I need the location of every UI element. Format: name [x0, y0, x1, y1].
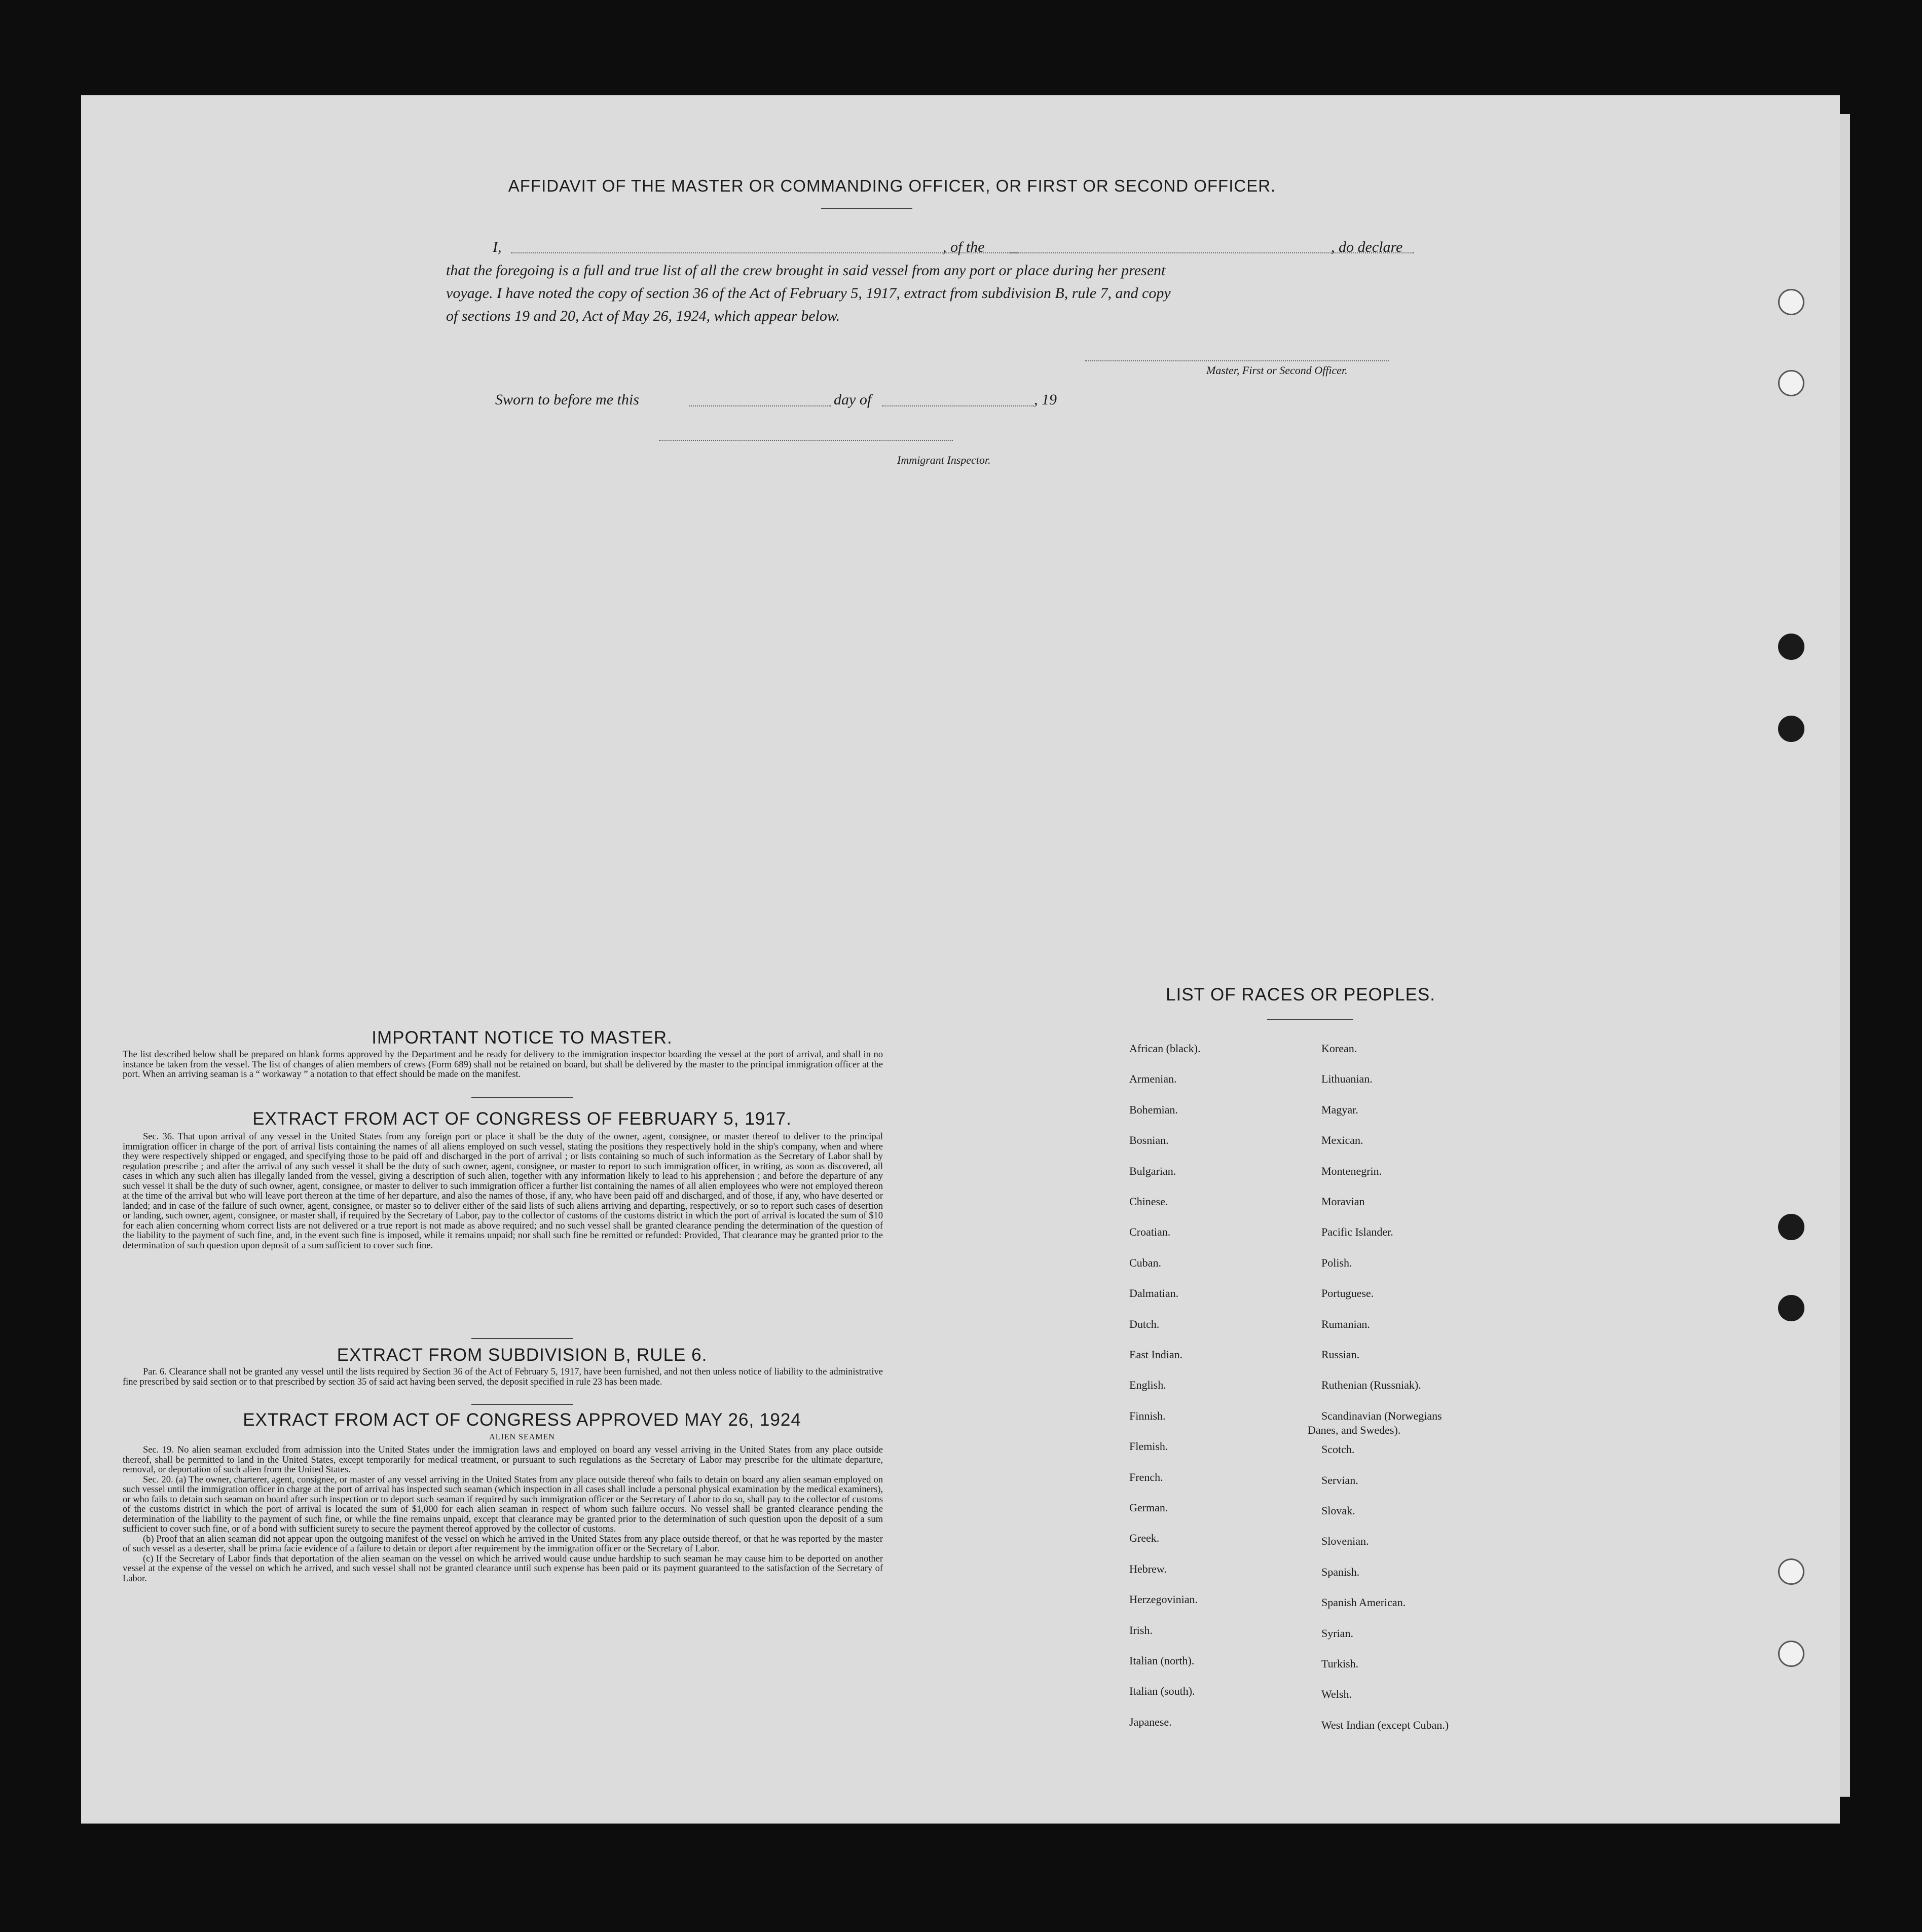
race-item: Bohemian. — [1129, 1103, 1178, 1116]
sworn-day-blank[interactable] — [689, 405, 831, 406]
extract-1924-subtitle: ALIEN SEAMEN — [489, 1433, 555, 1441]
race-item: Scandinavian (Norwegians — [1321, 1409, 1442, 1422]
race-item: Scotch. — [1321, 1443, 1355, 1456]
race-item: Herzegovinian. — [1129, 1593, 1198, 1606]
race-item: Dalmatian. — [1129, 1287, 1179, 1300]
race-item: Chinese. — [1129, 1195, 1168, 1208]
race-item: Italian (north). — [1129, 1654, 1195, 1667]
race-item: Pacific Islander. — [1321, 1225, 1393, 1239]
race-item: Greek. — [1129, 1532, 1160, 1545]
race-item: Croatian. — [1129, 1225, 1171, 1239]
races-divider — [1267, 1019, 1353, 1020]
binder-hole — [1778, 1214, 1804, 1240]
binder-hole — [1778, 289, 1804, 315]
binder-hole — [1778, 1558, 1804, 1585]
race-item: Russian. — [1321, 1348, 1360, 1361]
race-item: Polish. — [1321, 1256, 1352, 1269]
race-item: Japanese. — [1129, 1715, 1172, 1728]
master-signature-line[interactable] — [1085, 360, 1389, 361]
race-item: East Indian. — [1129, 1348, 1183, 1361]
affidavit-line-4: of sections 19 and 20, Act of May 26, 1924, which appear below. — [446, 308, 840, 324]
extract-1917-divider — [471, 1338, 573, 1339]
notice-body: The list described below shall be prepared on blank forms approved by the Department and be ready for delivery to the immigration inspector boarding the vessel at the port of arrival, and shall in no instance be taken from the vessel. The list of changes of alien members of crews (Form 689) shall not be retained on board, but shall be delivered by the master to the principal immigration officer at the port. When an arriving seaman is a “ workaway ” a notation to that effect should be made on the manifest. — [123, 1050, 883, 1080]
binder-hole — [1778, 634, 1804, 660]
race-item: Rumanian. — [1321, 1317, 1370, 1330]
inspector-caption: Immigrant Inspector. — [897, 454, 991, 466]
affidavit-of-the: , of the — [943, 239, 985, 255]
race-item: Lithuanian. — [1321, 1072, 1373, 1086]
sec-20b-text: (b) Proof that an alien seaman did not appear upon the outgoing manifest of the vessel on which he arrived in the United States from any place outside thereof, or that he was reported by the master of such vessel as a deserter, shall be prima facie evidence of a failure to detain or deport after requirement by the immigration officer or the Secretary of Labor. — [123, 1534, 883, 1554]
sworn-text: Sworn to before me this — [495, 391, 639, 408]
extract-1924-body — [123, 1445, 883, 1584]
race-item: Mexican. — [1321, 1134, 1363, 1147]
sec-19-text: Sec. 19. No alien seaman excluded from admission into the United States under the immigration laws and employed on board any vessel arriving in the United States from any place outside thereof, shall be permitted to land in the United States, except temporarily for medical treatment, or pursuant to such regulations as the Secretary of Labor may prescribe for the ultimate departure, removal, or deportation of such alien from the United States. — [123, 1445, 883, 1475]
notice-title: IMPORTANT NOTICE TO MASTER. — [372, 1028, 673, 1048]
race-item: Turkish. — [1321, 1657, 1359, 1670]
binder-hole — [1778, 370, 1804, 396]
race-item: Servian. — [1321, 1473, 1358, 1487]
race-item: West Indian (except Cuban.) — [1321, 1718, 1449, 1731]
race-item: Slovenian. — [1321, 1535, 1369, 1548]
title-divider — [821, 208, 912, 209]
day-of-text: day of — [834, 391, 872, 408]
race-item: Montenegrin. — [1321, 1164, 1382, 1177]
race-item: English. — [1129, 1379, 1166, 1392]
race-item: African (black). — [1129, 1042, 1201, 1055]
race-item: Moravian — [1321, 1195, 1365, 1208]
extract-rule6-body: Par. 6. Clearance shall not be granted any vessel until the lists required by Section 36 of the Act of February 5, 1917, have been furnished, and not then unless notice of liability to the administrative fine prescribed by said section or to that prescribed by section 35 of said act having been served, the deposit specified in rule 23 has been made. — [123, 1367, 883, 1387]
extract-1917-title: EXTRACT FROM ACT OF CONGRESS OF FEBRUARY 5, 1917. — [252, 1109, 792, 1129]
race-item: Dutch. — [1129, 1317, 1160, 1330]
race-item: Hebrew. — [1129, 1562, 1167, 1575]
extract-rule6-title: EXTRACT FROM SUBDIVISION B, RULE 6. — [337, 1345, 708, 1365]
race-item: Irish. — [1129, 1623, 1153, 1637]
race-item: Spanish. — [1321, 1565, 1360, 1578]
name-blank[interactable] — [511, 252, 1018, 253]
affidavit-title: AFFIDAVIT OF THE MASTER OR COMMANDING OFFICER, OR FIRST OR SECOND OFFICER. — [508, 176, 1276, 195]
document-page — [81, 95, 1840, 1824]
notice-divider — [471, 1097, 573, 1098]
race-item: Portuguese. — [1321, 1287, 1374, 1300]
extract-1924-title: EXTRACT FROM ACT OF CONGRESS APPROVED MAY 26, 1924 — [243, 1410, 801, 1430]
race-item: Slovak. — [1321, 1504, 1355, 1517]
race-item: German. — [1129, 1501, 1168, 1514]
binder-hole — [1778, 1295, 1804, 1321]
affidavit-line-3: voyage. I have noted the copy of section 36 of the Act of February 5, 1917, extract from subdivision B, rule 7, and copy — [446, 285, 1171, 302]
affidavit-declare: , do declare — [1331, 239, 1403, 255]
race-item: Magyar. — [1321, 1103, 1358, 1116]
binder-hole — [1778, 716, 1804, 742]
race-item: Bulgarian. — [1129, 1164, 1176, 1177]
extract-1917-body: Sec. 36. That upon arrival of any vessel in the United States from any foreign port or place it shall be the duty of the owner, agent, consignee, or master thereof to deliver to the principal immigration officer in charge of the port of arrival lists containing the names of all aliens employed on such vessel, stating the positions they respectively hold in the ship's company, when and where they were respectively shipped or engaged, and specifying those to be paid off and discharged in the port of arrival ; or lists containing so much of such information as the Secretary of Labor shall by regulation prescribe ; and after the arrival of any such vessel it shall be the duty of such owner, agent, consignee, or master to report to such immigration officer, in writing, as soon as discovered, all cases in which any such alien has illegally landed from the vessel, giving a description of such alien, together with any information likely to lead to his apprehension ; and before the departure of any such vessel it shall be the duty of such owner, agent, consignee, or master to deliver to such immigration officer a further list containing the names of all alien employees who were not employed thereon at the time of the arrival but who will leave port thereon at the time of her departure, and also the names of those, if any, who have been paid off and discharged, and of those, if any, who have deserted or landed; and in case of the failure of such owner, agent, consignee, or master so to deliver either of the said lists of such aliens arriving and departing, respectively, or so to report such cases of desertion or landing, such owner, agent, consignee, or master shall, if required by the Secretary of Labor, pay to the collector of customs of the customs district in which the port of arrival is located the sum of $10 for each alien concerning whom correct lists are not delivered or a true report is not made as above required; and no such vessel shall be granted clearance pending the determination of the question of the liability to the payment of such fine, and, in the event such fine is imposed, while it remains unpaid; nor shall such fine be remitted or refunded: Provided, That clearance may be granted prior to the determination of such question upon deposit of a sum sufficient to cover such fine. — [123, 1132, 883, 1251]
year-text: , 19 — [1034, 391, 1057, 408]
extract-rule6-divider — [471, 1404, 573, 1405]
race-item: Spanish American. — [1321, 1596, 1406, 1609]
race-item: Welsh. — [1321, 1688, 1352, 1701]
race-item: Ruthenian (Russniak). — [1321, 1379, 1421, 1392]
race-item: Finnish. — [1129, 1409, 1166, 1422]
sworn-month-blank[interactable] — [882, 405, 1034, 406]
race-item: Cuban. — [1129, 1256, 1161, 1269]
race-item: French. — [1129, 1470, 1163, 1483]
affidavit-line-2: that the foregoing is a full and true list of all the crew brought in said vessel from any port or place during her present — [446, 262, 1166, 279]
race-item: Danes, and Swedes). — [1308, 1423, 1401, 1436]
race-item: Syrian. — [1321, 1626, 1353, 1640]
race-item: Flemish. — [1129, 1440, 1168, 1453]
race-item: Armenian. — [1129, 1072, 1177, 1086]
race-item: Bosnian. — [1129, 1134, 1169, 1147]
sec-20c-text: (c) If the Secretary of Labor finds that deportation of the alien seaman on the vessel on which he arrived would cause undue hardship to such seaman he may cause him to be deported on another vessel at the expense of the vessel on which he arrived, and such vessel shall not be granted clearance until such expense has been paid or its payment guaranteed to the satisfaction of the Secretary of Labor. — [123, 1553, 883, 1584]
race-item: Italian (south). — [1129, 1685, 1195, 1698]
binder-hole — [1778, 1641, 1804, 1667]
inspector-signature-line[interactable] — [659, 440, 953, 441]
sec-20a-text: Sec. 20. (a) The owner, charterer, agent, consignee, or master of any vessel arriving in the United States from any place outside thereof who fails to detain on board any alien seaman employed on such vessel until the immigration officer in charge at the port of arrival has inspected such seaman (which inspection in all cases shall include a personal physical examination by the medical examiners), or who fails to detain such seaman on board after such inspection or to deport such seaman if required by such immigration officer or the Secretary of Labor to do so, shall pay to the collector of customs of the customs district in which the port of arrival is located the sum of $1,000 for each alien seaman in respect of whom such failure occurs. No vessel shall be granted clearance pending the determination of the liability to the payment of such fine, or while the fine remains unpaid, except that clearance may be granted prior to the determination of such question upon the deposit of a sum sufficient to cover such fine, or of a bond with sufficient surety to secure the payment thereof approved by the collector of customs. — [123, 1474, 883, 1534]
race-item: Korean. — [1321, 1042, 1357, 1055]
affidavit-i: I, — [493, 239, 502, 255]
races-title: LIST OF RACES OR PEOPLES. — [1166, 985, 1436, 1005]
master-caption: Master, First or Second Officer. — [1206, 364, 1348, 377]
